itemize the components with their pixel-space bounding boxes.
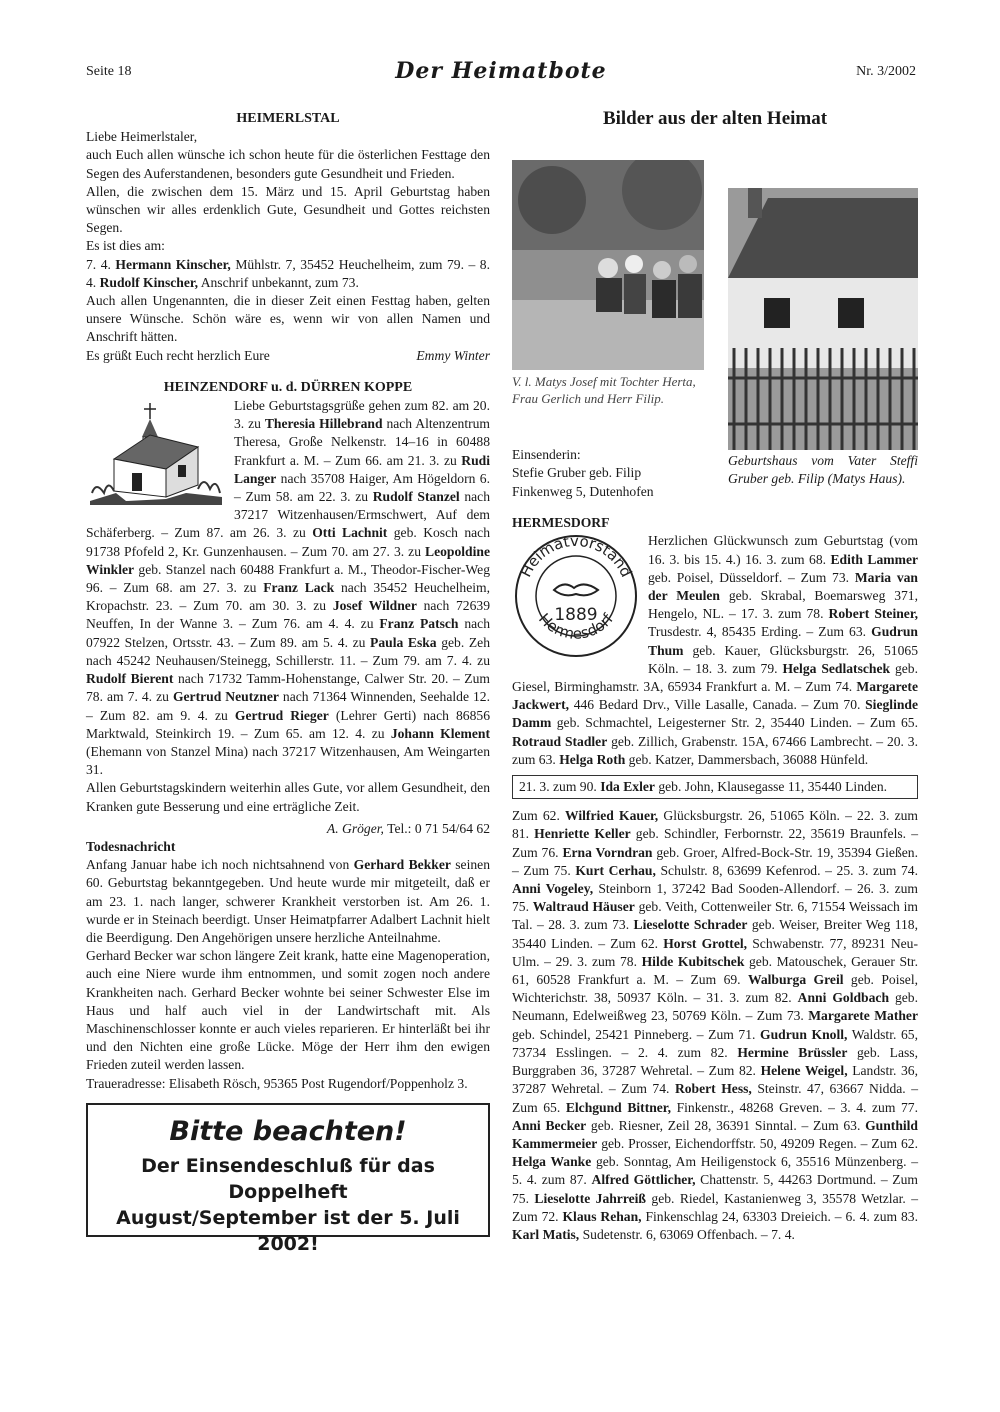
stamp-arc-bottom: Hermesdorf [535,610,617,644]
hermesdorf-birthdays: Herzlichen Glückwunsch zum Geburtstag (vom 16. 3. bis 15. 4.) 16. 3. zum 68. Edith Lammer geb. Poisel, Düsseldorf. – Zum 73. Maria van der Meulen geb. Skrabal, Boemarsweg 371, Hengelo, NL. – 17. 3. zum 78. Robert Steiner, Trusdestr. 4, 85435 Erding. – Zum 63. Gudrun Thum geb. Kauer, Glücksburgstr. 26, 51065 Köln. – 18. 3. zum 79. Helga Sedlatschek geb. Giesel, Birminghamstr. 3A, 65934 Frankfurt a. M. – Zum 74. Margarete Jackwert, 446 Bedard Drv., Ville Lasalle, Canada. – Zum 70. Sieglinde Damm geb. Schmachtel, Leigesterner Str. 2, 35440 Linden. – Zum 65. Rotraud Stadler geb. Zillich, Grabenstr. 15A, 67466 Lambrecht. – 20. 3. zum 63. Helga Roth geb. Katzer, Dammersbach, 36088 Hünfeld. [512,533,919,767]
masthead: Der Heimatbote [395,58,607,84]
stamp-arc-top: Heimatvorstand [516,532,636,581]
person-name: Gudrun Thum [648,624,918,658]
person-name: Otti Lachnit [312,525,388,541]
notice-headline: Bitte beachten! [169,1115,407,1147]
hermesdorf-title: HERMESDORF [512,515,610,531]
heinzendorf-title: HEINZENDORF u. d. DÜRREN KOPPE [163,379,413,395]
person-name: Lieselotte Schrader [633,917,748,933]
hermesdorf-birthdays-cont: Zum 62. Wilfried Kauer, Glücksburgstr. 26, 51065 Köln. – 22. 3. zum 81. Henriette Keller geb. Schindler, Ferbornstr. 22, 35619 Braunfels. – Zum 76. Erna Vorndran geb. Groer, Alfred-Bock-Str. 19, 35394 Gießen. – Zum 75. Kurt Cerhau, Schulstr. 8, 63699 Kefenrod. – 25. 3. zum 74. Anni Vogeley, Steinborn 1, 37242 Bad Sooden-Allendorf. – 26. 3. zum 75. Waltraud Häuser geb. Veith, Cottenweiler Str. 6, 71554 Weissach im Tal. – 28. 3. zum 73. Lieselotte Schrader geb. Weiser, Breiter Weg 118, 35440 Linden. – Zum 62. Horst Grottel, Schwabenstr. 77, 89231 Neu-Ulm. – 29. 3. zum 78. Hilde Kubitschek geb. Matouschek, Gerauer Str. 61, 60528 Frankfurt a. M. – Zum 69. Walburga Greil geb. Poisel, Wichterichstr. 38, 50937 Köln. – 31. 3. zum 82. Anni Goldbach geb. Neumann, Edelweißweg 23, 50769 Köln. – Zum 73. Margarete Mather geb. Schindel, 25421 Pinneberg. – Zum 71. Gudrun Knoll, Waldstr. 65, 73734 Esslingen. – 2. 4. zum 82. Hermine Brüssler geb. Lass, Burggraben 36, 37287 Wehretal. – Zum 82. Helene Weigel, Landstr. 36, 37287 Wehretal. – Zum 74. Robert Hess, Steinstr. 47, 63667 Nidda. – Zum 65. Elchgund Bittner, Finkenstr., 48268 Greven. – 3. 4. zum 77. Anni Becker geb. Riesner, Zeil 28, 36391 Sinntal. – Zum 63. Gunthild Kammermeier geb. Prosser, Eichendorffstr. 50, 49209 Regen. – Zum 62. Helga Wanke geb. Sonntag, Am Heiligenstock 6, 35516 Münzenberg. – 5. 4. zum 87. Alfred Göttlicher, Chattenstr. 5, 44263 Dortmund. – Zum 75. Lieselotte Jahrreiß geb. Riedel, Kastanienweg 3, 35578 Wetzlar. – Zum 72. Klaus Rehan, Finkenschlag 24, 63303 Dreieich. – 6. 4. zum 83. Karl Matis, Sudetenstr. 6, 63069 Offenbach. – 7. 4. [512,808,919,1242]
heimerlstal-title: HEIMERLSTAL [236,111,340,126]
heimerlstal-paragraph: auch Euch allen wünsche ich schon heute für die österlichen Festtage den Segen des Auferstandenen, besonders gute Gesundheit und Frieden. [86,147,490,181]
person-name: Rudolf Kinscher, [99,274,199,290]
chapel-illustration [86,397,226,509]
heimerlstal-salutation: Liebe Heimerlstaler, [86,129,198,145]
signature: Emmy Winter [416,347,490,363]
heimerlstal-paragraph: Es ist dies am: [86,238,165,254]
person-name: Gertrud Rieger [234,707,329,723]
person-name: Margarete Jackwert, [512,679,918,713]
person-name: Lieselotte Jahrreiß [534,1190,646,1206]
person-name: Franz Patsch [379,616,459,632]
person-name: Robert Hess, [674,1081,752,1097]
person-name: Margarete Mather [808,1008,918,1024]
heimatvorstand-stamp [512,532,640,660]
person-name: Wilfried Kauer, [565,808,659,824]
person-name: Gerhard Bekker [353,857,451,873]
person-name: Waltraud Häuser [532,899,635,915]
heimerlstal-paragraph: Allen, die zwischen dem 15. März und 15. April Geburtstag haben wünschen wir alles erdenklich Gute, Gesundheit und Gottes reichsten Segen. [86,183,490,236]
heinzendorf-signature: A. Gröger, Tel.: 0 71 54/64 62 [326,820,490,836]
sender-name: Stefie Gruber geb. Filip [512,465,642,481]
person-name: Gertrud Neutzner [172,689,279,705]
highlight-box: 21. 3. zum 90. Ida Exler geb. John, Klausegasse 11, 35440 Linden. [512,775,918,799]
person-name: Alfred Göttlicher, [591,1172,696,1188]
heinzendorf-wishes: Allen Geburtstagskindern weiterhin alles Gute, vor allem Gesundheit, den Kranken gute Besserung und eine erträgliche Zeit. [86,780,490,814]
person-name: Gunthild Kammermeier [512,1117,918,1151]
person-name: Theresia Hillebrand [264,416,383,432]
person-name: Karl Matis, [512,1226,580,1242]
notice-line: August/September ist der 5. Juli 2002! [116,1206,460,1255]
group-photo [512,160,704,370]
person-name: Franz Lack [263,580,335,596]
person-name: Edith Lammer [830,551,919,567]
person-name: Ida Exler [600,779,655,795]
person-name: Kurt Cerhau, [575,862,656,878]
person-name: Helga Wanke [512,1154,592,1170]
photo-caption: V. l. Matys Josef mit Tochter Herta, Frau Gerlich und Herr Filip. [512,374,696,407]
person-name: Rudolf Bierent [86,671,174,687]
person-name: Elchgund Bittner, [565,1099,671,1115]
obituary-paragraph: Anfang Januar habe ich noch nichtsahnend von Gerhard Bekker seinen 60. Geburtstag bekanntgegeben. Und heute wurde mir mitgeteilt, daß er am 23. 1. nach langer, schwerer Krankheit verstorben ist. Am 26. 1. wurde er in Steinach beerdigt. Unser Heimatpfarrer Adalbert Lachnit hielt die Beerdigung. Den Angehörigen unsere herzliche Anteilnahme. [86,857,490,945]
heimerlstal-birthdays: 7. 4. Hermann Kinscher, Mühlstr. 7, 35452 Heuchelheim, zum 79. – 8. 4. Rudolf Kinscher, Anschrif unbekannt, zum 73. [86,256,490,290]
sender-block [512,446,712,501]
photo-caption: Geburtshaus vom Vater Steffi Gruber geb. Filip (Matys Haus). [728,453,918,487]
person-name: Anni Becker [512,1117,587,1133]
person-name: Anni Goldbach [797,990,890,1006]
left-column [86,110,491,1255]
photo-block [512,140,918,510]
person-name: Hilde Kubitschek [641,953,745,969]
person-name: Hermann Kinscher, [115,256,231,272]
person-name: Gudrun Knoll, [760,1026,848,1042]
person-name: Klaus Rehan, [562,1208,642,1224]
page-number: Seite 18 [86,64,132,79]
heimerlstal-closing: Es grüßt Euch recht herzlich Eure Emmy Winter [86,347,490,365]
sender-label: Einsenderin: [512,447,581,463]
obituary-address: Traueradresse: Elisabeth Rösch, 95365 Post Rugendorf/Poppenholz 3. [86,1075,468,1091]
person-name: Rudolf Stanzel [372,489,460,505]
person-name: Paula Eska [370,634,437,650]
obituary-paragraph: Gerhard Becker war schon längere Zeit krank, hatte eine Magenoperation, auch eine Niere wurde ihm entnommen, und somit zogen noch andere Krankheiten nach. Gerhard Becker wohnte bei seiner Schwester Else im Haus und half auch viel in der Landwirtschaft mit. Als Maschinenschlosser konnte er auch vieles reparieren. Er hinterläßt bei ihr und den Nichten eine große Lücke. Möge der Herr ihm den ewigen Frieden zuteil werden lassen. [86,948,490,1073]
person-name: Maria van der Meulen [648,569,918,604]
right-column [512,110,918,1244]
sender-address: Finkenweg 5, Dutenhofen [512,483,654,499]
page-header [86,58,916,88]
deadline-notice [86,1103,490,1255]
person-name: Henriette Keller [534,826,631,842]
person-name: Johann Klement [390,725,490,741]
person-name: Josef Wildner [332,598,417,614]
notice-line: Der Einsendeschluß für das Doppelheft [141,1154,435,1203]
person-name: Leopoldine Winkler [86,543,490,577]
person-name: Anni Vogeley, [512,881,594,897]
person-name: Robert Steiner, [828,606,918,622]
heimerlstal-paragraph: Auch allen Ungenannten, die in dieser Zeit einen Festtag haben, gelten unsere Wünsche. Schön wäre es, wenn wir von allen Namen und Anschrift hätten. [86,293,490,345]
heinzendorf-birthdays: Liebe Geburtstagsgrüße gehen zum 82. am 20. 3. zu Theresia Hillebrand nach Altenzentrum Theresa, Große Nelkenstr. 14–16 in 60488 Frankfurt a. M. – Zum 66. am 21. 3. zu Rudi Langer nach 35708 Haiger, Am Högeldorn 6. – Zum 58. am 22. 3. zu Rudolf Stanzel nach 37217 Witzenhausen/Ermschwert, Auf dem Schäferberg. – Zum 87. am 26. 3. zu Otti Lachnit geb. Kosch nach 91738 Pfofeld 2, Kr. Gunzenhausen. – Zum 70. am 27. 3. zu Leopoldine Winkler geb. Stanzel nach 60488 Frankfurt a. M., Theodor-Fischer-Weg 96. – Zum 68. am 27. 3. zu Franz Lack nach 35452 Heuchelheim, Kropachstr. 23. – Zum 70. am 30. 3. zu Josef Wildner nach 72639 Neuffen, In der Wanne 3. – Zum 76. am 4. 4. zu Franz Patsch nach 07922 Stelzen, Ortsstr. 43. – Zum 89. am 5. 4. zu Paula Eska geb. Zeh nach 45242 Neuhausen/Steinegg, Schillerstr. 11. – Zum 79. am 7. 4. zu Rudolf Bierent nach 71732 Tamm-Hohenstange, Calwer Str. 20. – Zum 78. am 7. 4. zu Gertrud Neutzner nach 71364 Winnenden, Seehalde 12. – Zum 82. am 9. 4. zu Gertrud Rieger (Lehrer Gerti) nach 86856 Marktwald, Steinkirch 19. – Zum 65. am 12. 4. zu Johann Klement (Ehemann von Stanzel Mina) nach 37217 Witzenhausen, Am Weingarten 31. [86,398,491,778]
stamp-year: 1889 [554,605,598,626]
issue-number: Nr. 3/2002 [856,64,916,79]
person-name: Walburga Greil [747,972,844,988]
house-photo [728,188,918,450]
person-name: Sieglinde Damm [512,697,918,731]
person-name: Helene Weigel, [760,1063,848,1079]
obituary-title: Todesnachricht [86,838,176,854]
person-name: Rotraud Stadler [512,733,608,749]
person-name: Horst Grottel, [663,935,748,951]
pictures-title: Bilder aus der alten Heimat [602,108,828,129]
person-name: Erna Vorndran [562,844,653,860]
person-name: Hermine Brüssler [737,1044,848,1060]
person-name: Helga Roth [559,751,626,767]
person-name: Helga Sedlatschek [782,660,891,676]
person-name: Rudi Langer [234,452,490,486]
